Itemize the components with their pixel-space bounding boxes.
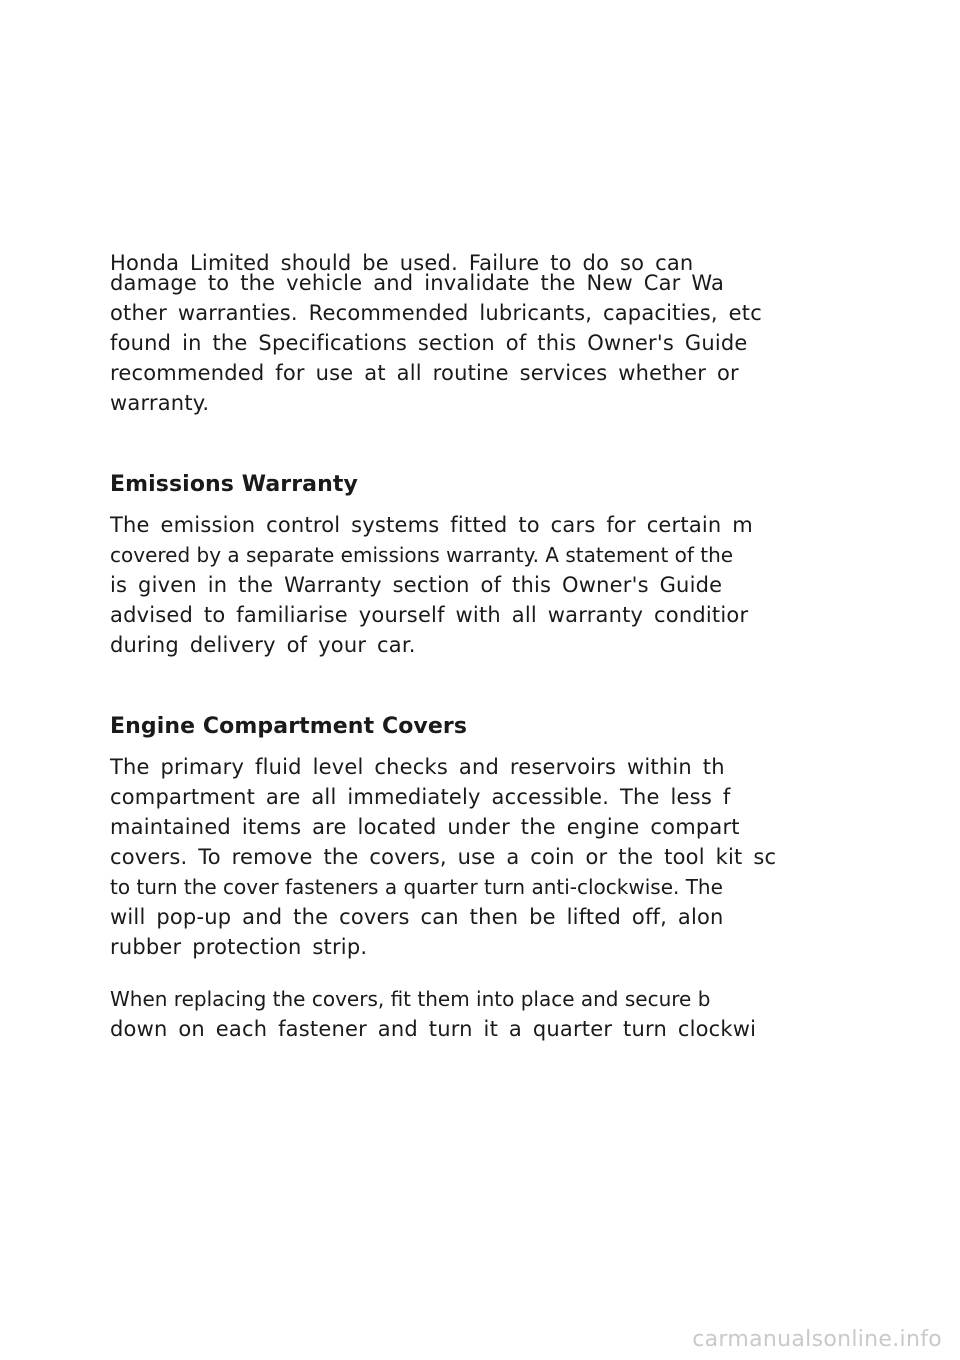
emissions-line: during delivery of your car. — [110, 633, 416, 657]
engine-covers-heading: Engine Compartment Covers — [110, 714, 468, 739]
emissions-line: The emission control systems fitted to cars for certain m — [110, 513, 753, 537]
intro-paragraph — [110, 248, 790, 418]
engine-line: When replacing the covers, fit them into place and secure b — [110, 987, 711, 1011]
emissions-heading: Emissions Warranty — [110, 472, 358, 497]
intro-line: damage to the vehicle and invalidate the New Car Wa — [110, 271, 725, 295]
watermark-text: carmanualsonline.info — [692, 1327, 942, 1352]
intro-line: warranty. — [110, 391, 210, 415]
intro-line: Honda Limited should be used. Failure to do so can — [110, 251, 694, 275]
engine-line: down on each fastener and turn it a quarter turn clockwi — [110, 1017, 757, 1041]
intro-line: found in the Specifications section of this Owner's Guide — [110, 331, 748, 355]
text-column — [110, 251, 777, 1098]
emissions-line: advised to familiarise yourself with all warranty conditior — [110, 603, 749, 627]
engine-line: compartment are all immediately accessible. The less f — [110, 785, 731, 809]
intro-line: other warranties. Recommended lubricants, capacities, etc — [110, 301, 762, 325]
engine-covers-paragraph-1 — [110, 752, 790, 962]
emissions-line: covered by a separate emissions warranty. A statement of the — [110, 543, 734, 567]
engine-line: to turn the cover fasteners a quarter turn anti-clockwise. The — [110, 875, 723, 899]
engine-line: will pop-up and the covers can then be lifted off, alon — [110, 905, 724, 929]
engine-line: maintained items are located under the engine compart — [110, 815, 740, 839]
engine-covers-paragraph-2 — [110, 984, 790, 1044]
emissions-line: is given in the Warranty section of this Owner's Guide — [110, 573, 723, 597]
text-column-content — [110, 251, 790, 1044]
intro-line: recommended for use at all routine services whether or — [110, 361, 739, 385]
emissions-paragraph — [110, 510, 790, 660]
engine-line: The primary fluid level checks and reservoirs within th — [110, 755, 725, 779]
engine-line: rubber protection strip. — [110, 935, 368, 959]
engine-line: covers. To remove the covers, use a coin or the tool kit sc — [110, 845, 777, 869]
